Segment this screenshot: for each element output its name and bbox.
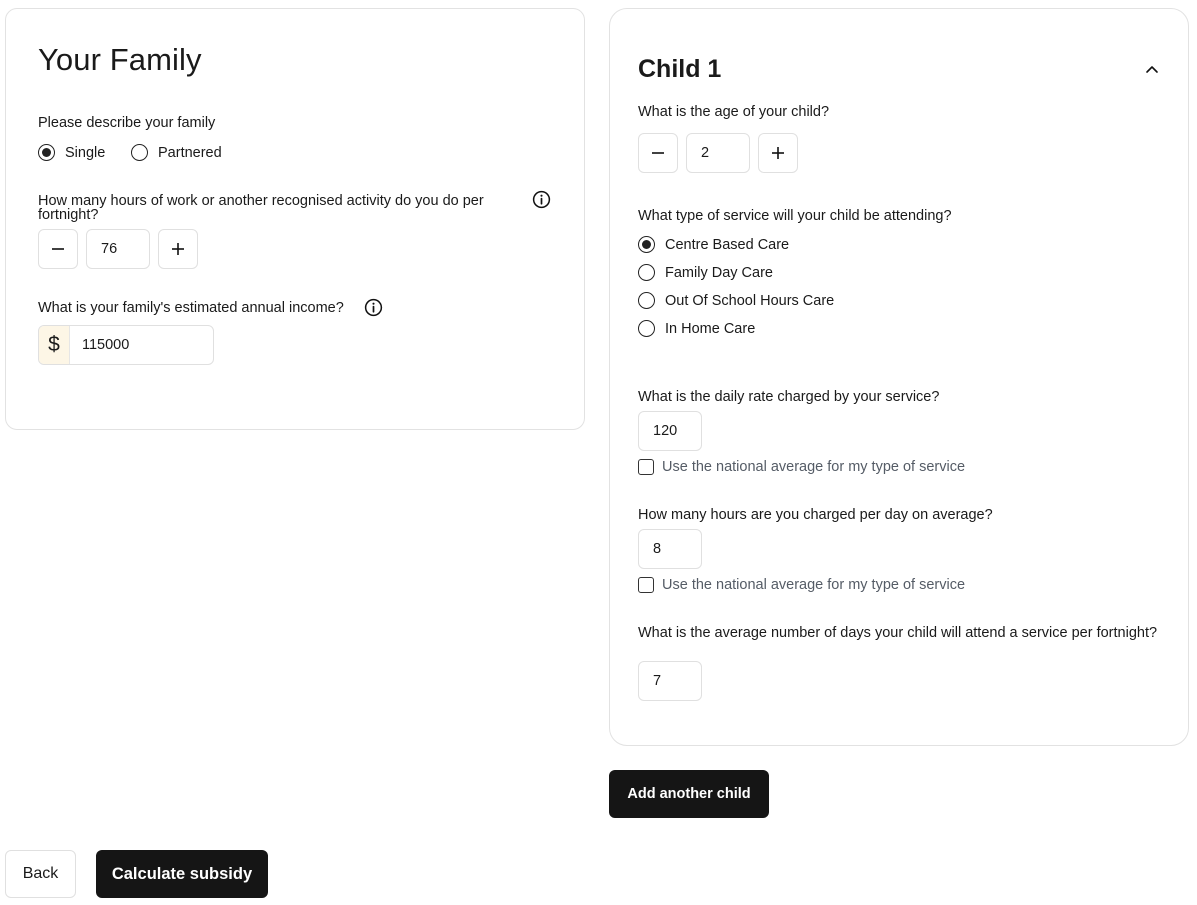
info-icon[interactable] [532, 190, 551, 209]
income-label: What is your family's estimated annual income? [38, 300, 344, 316]
child-age-label: What is the age of your child? [638, 104, 830, 120]
radio-partnered-control[interactable] [131, 144, 148, 161]
income-field[interactable] [38, 325, 214, 365]
radio-partnered-label: Partnered [158, 144, 222, 161]
plus-icon [170, 241, 186, 257]
child-age-increment-button[interactable] [758, 133, 798, 173]
radio-out-of-school-hours-care[interactable] [638, 292, 834, 309]
minus-icon [50, 241, 66, 257]
service-type-label: What type of service will your child be attending? [638, 208, 952, 224]
add-another-child-button[interactable]: Add another child [609, 770, 769, 818]
radio-out-of-school-hours-care-control[interactable] [638, 292, 655, 309]
daily-rate-national-average-label: Use the national average for my type of service [662, 459, 966, 475]
radio-single[interactable] [38, 144, 105, 161]
days-per-fortnight-input[interactable]: 7 [638, 661, 702, 701]
info-icon[interactable] [364, 298, 383, 317]
radio-out-of-school-hours-care-label: Out Of School Hours Care [665, 292, 835, 309]
radio-single-label: Single [65, 144, 106, 161]
radio-centre-based-care[interactable] [638, 236, 789, 253]
work-hours-label: How many hours of work or another recognised activity do you do per fortnight? [38, 193, 484, 223]
minus-icon [650, 145, 666, 161]
hours-per-day-input[interactable]: 8 [638, 529, 702, 569]
radio-partnered[interactable] [131, 144, 222, 161]
radio-single-control[interactable] [38, 144, 55, 161]
daily-rate-national-average-checkbox-control[interactable] [638, 459, 654, 475]
calculate-subsidy-button[interactable]: Calculate subsidy [96, 850, 268, 898]
days-per-fortnight-label: What is the average number of days your child will attend a service per fortnight? [638, 625, 1158, 641]
work-hours-increment-button[interactable] [158, 229, 198, 269]
hours-per-day-label: How many hours are you charged per day on average? [638, 507, 993, 523]
income-input[interactable]: 115000 [82, 337, 130, 353]
hours-national-average-label: Use the national average for my type of service [662, 577, 966, 593]
radio-in-home-care[interactable] [638, 320, 755, 337]
daily-rate-national-average-checkbox[interactable] [638, 459, 965, 475]
back-button[interactable]: Back [5, 850, 76, 898]
work-hours-decrement-button[interactable] [38, 229, 78, 269]
radio-in-home-care-label: In Home Care [665, 320, 756, 337]
radio-family-day-care-label: Family Day Care [665, 264, 773, 281]
daily-rate-label: What is the daily rate charged by your service? [638, 389, 940, 405]
dollar-icon: $ [39, 326, 70, 364]
child-title: Child 1 [638, 55, 722, 83]
family-title: Your Family [38, 42, 202, 77]
radio-family-day-care[interactable] [638, 264, 773, 281]
radio-family-day-care-control[interactable] [638, 264, 655, 281]
hours-national-average-checkbox[interactable] [638, 577, 965, 593]
plus-icon [770, 145, 786, 161]
child-age-input[interactable]: 2 [686, 133, 750, 173]
hours-national-average-checkbox-control[interactable] [638, 577, 654, 593]
daily-rate-input[interactable]: 120 [638, 411, 702, 451]
child-age-decrement-button[interactable] [638, 133, 678, 173]
chevron-up-icon[interactable] [1145, 63, 1159, 75]
radio-centre-based-care-control[interactable] [638, 236, 655, 253]
radio-in-home-care-control[interactable] [638, 320, 655, 337]
radio-centre-based-care-label: Centre Based Care [665, 236, 790, 253]
family-description-label: Please describe your family [38, 115, 216, 131]
work-hours-input[interactable]: 76 [86, 229, 150, 269]
